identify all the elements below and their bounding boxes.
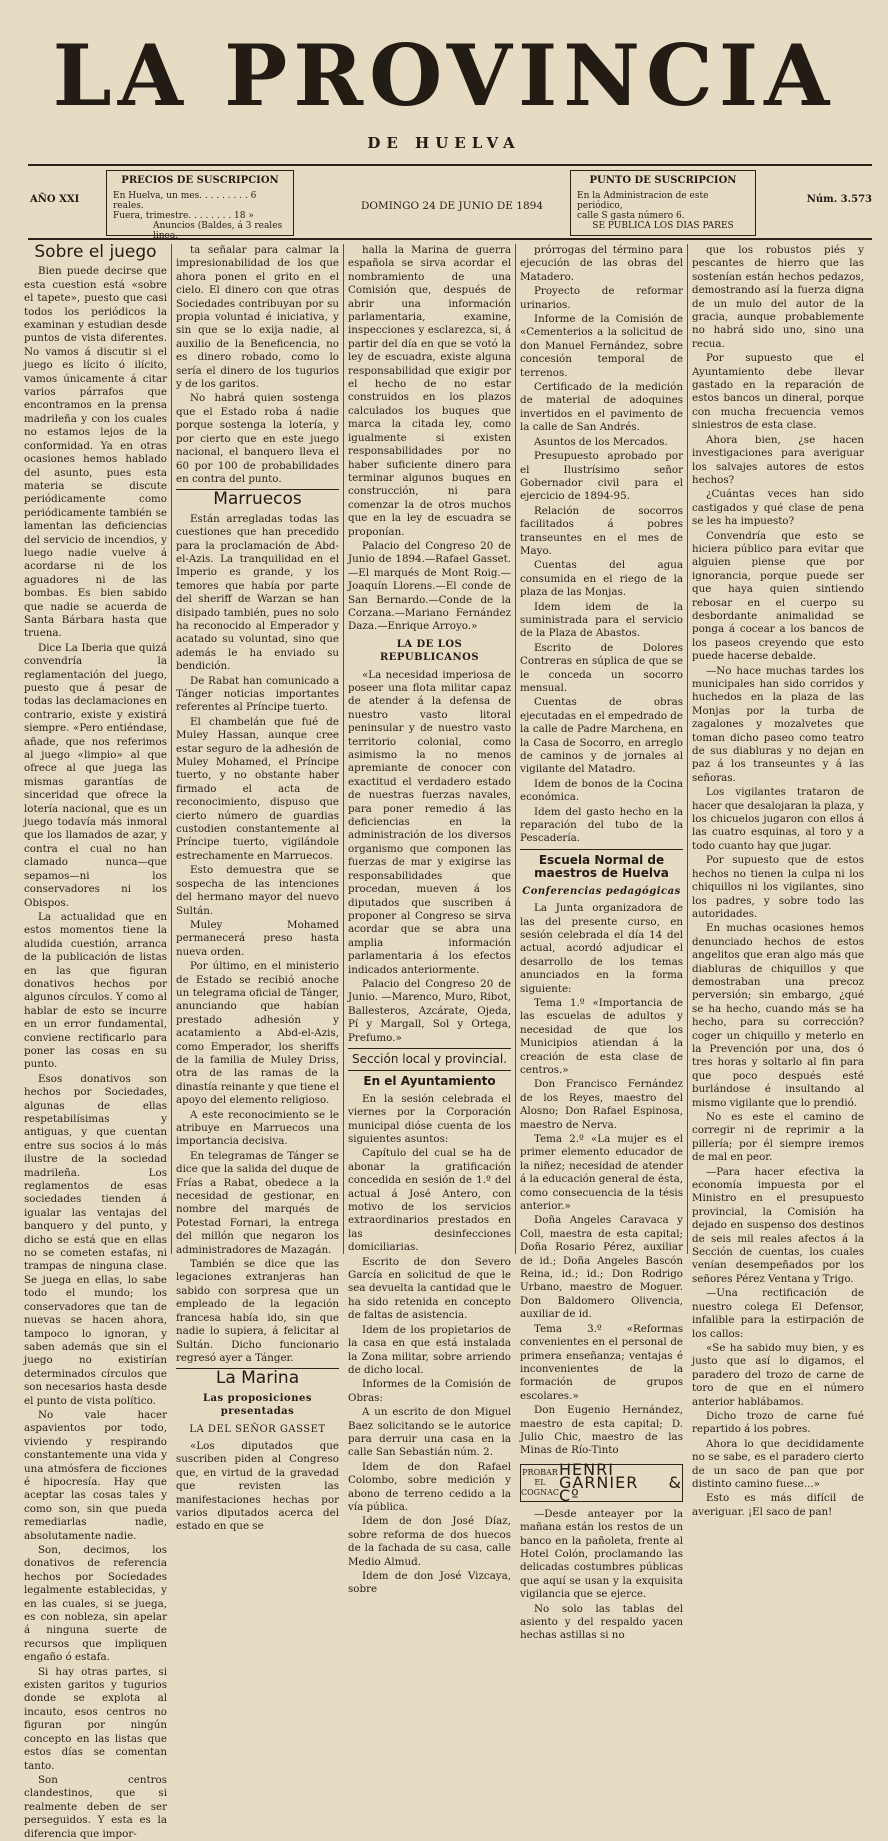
prices-line: En Huelva, un mes. . . . . . . . . 6 reales. bbox=[113, 191, 257, 211]
paragraph: halla la Marina de guerra española se sirva acordar el nombramiento de una Comisión que, después de abrir una información parlamentaria, examine, inspecciones y esclarezca, si, á partir del día en que se votó la ley de escuadra, existe alguna responsabilidad que exigir por el hecho de no estar construidos en los plazos calculados los buques que marca la citada ley, como igualmente si existen responsabilidades por no haber suficiente dinero para terminar algunos buques en construcción, ni para comenzar la de otros muchos que en la ley de escuadra se proponían. bbox=[348, 244, 511, 538]
paragraph: Escrito de Dolores Contreras en súplica de que se le conceda un socorro mensual. bbox=[520, 641, 683, 694]
paragraph: —No hace muchas tardes los municipales han sido corridos y huchedos en la plaza de las Monjas por la turba de zagalones y mozalvetes que toman dicho paseo como teatro de sus diabluras y no dejan en paz á los transeuntes y á las señoras. bbox=[692, 664, 864, 784]
prices-box bbox=[106, 170, 294, 241]
year-label: AÑO XXI bbox=[30, 194, 80, 205]
subheading-republicanos: LA DE LOS REPUBLICANOS bbox=[379, 638, 480, 664]
paragraph: Muley Mohamed permanecerá preso hasta nueva orden. bbox=[176, 918, 339, 958]
paragraph: Informes de la Comisión de Obras: bbox=[348, 1378, 511, 1404]
paragraph: Asuntos de los Mercados. bbox=[534, 435, 668, 448]
paragraph: Idem idem de la suministrada para el servicio de la Plaza de Abastos. bbox=[520, 600, 683, 640]
paragraph: Si hay otras partes, si existen garitos y tugurios donde se explota al incauto, esos centros no figuran por ningún concepto en las listas que estos días se comentan tanto. bbox=[24, 1665, 167, 1772]
separator bbox=[520, 849, 683, 850]
paragraph: En la sesión celebrada el viernes por la Corporación municipal dióse cuenta de los siguientes asuntos: bbox=[348, 1092, 511, 1145]
paragraph: Por supuesto que de estos hechos no tienen la culpa ni los chiquillos ni los vigilantes, sino los padres, y sobre todo las autoridades. bbox=[692, 854, 864, 920]
paragraph: Cuentas del agua consumida en el riego de la plaza de las Monjas. bbox=[520, 559, 683, 599]
ad-probar-label: PROBAR EL COGNAC bbox=[521, 1467, 559, 1497]
paragraph: ¿Cuántas veces han sido castigados y qué clase de pena se les ha impuesto? bbox=[692, 488, 864, 528]
column-3 bbox=[344, 244, 515, 1596]
paragraph: «Se ha sabido muy bien, y es justo que así lo digamos, el paradero del trozo de carne de toro de que en el número anterior hablábamos. bbox=[692, 1341, 864, 1408]
heading-la-marina: La Marina bbox=[215, 1368, 300, 1389]
paragraph: Por supuesto que el Ayuntamiento debe llevar gastado en la reparación de estos bancos un dineral, porque con mucha frecuencia vemos siniestros de esta clase. bbox=[692, 352, 864, 432]
paragraph: «Los diputados que suscriben piden al Congreso que, en virtud de la gravedad que revisten las manifestaciones hechas por varios diputados acerca del estado en que se bbox=[176, 1439, 339, 1533]
paragraph: Esos donativos son hechos por Sociedades, algunas de ellas respetabilísimas y antiguas, y que cuentan entre sus socios á lo más ilustre de la sociedad madrileña. Los reglamentos de esas sociedades tienden á igualar las ventajas del banquero y del punto, y dicho se está que en ellas no se cometen estafas, ni trampas de ninguna clase. Se juega en ellas, lo sabe todo el mundo; los conservadores que tan de nuevas se hacen ahora, tampoco lo ignoran, y saben además que sin el juego no existirían determinados círculos que son necesarios hasta desde el punto de vista político. bbox=[24, 1072, 167, 1407]
info-bar bbox=[28, 170, 872, 241]
paragraph: —Desde anteayer por la mañana están los restos de un banco en la pañoleta, frente al Hotel Colón, proclamando las delicadas costumbres públicas que aquí se usan y la exquisita vigilancia que se ejerce. bbox=[520, 1507, 683, 1601]
separator bbox=[348, 1048, 511, 1049]
paragraph: «La necesidad imperiosa de poseer una flota militar capaz de atender á la defensa de nuestro vasto litoral peninsular y de nuestro vasto territorio colonial, como asimismo la no menos apremiante de conocer con exactitud el verdadero estado de nuestras fuerzas navales, para poner remedio á las deficiencias en la administración de los diversos organismo que componen las fuerzas de mar y exigirse las responsabilidades que procedan, mueven á los diputados que suscriben á proponer al Congreso se sirva acordar que se abra una amplia información parlamentaria á los efectos indicados anteriormente. bbox=[348, 668, 511, 976]
column-5 bbox=[688, 244, 868, 1518]
paragraph: Don Eugenio Hernández, maestro de esta capital; D. Julio Chic, maestro de las Minas de Río-Tinto bbox=[520, 1404, 683, 1457]
paragraph: Esto demuestra que se sospecha de las intenciones del hermano mayor del nuevo Sultán. bbox=[176, 864, 339, 917]
paragraph: Tema 1.º «Importancia de las escuelas de adultos y necesidad de que los Municipios atiendan á la creación de esta clase de centros.» bbox=[520, 996, 683, 1076]
paragraph: Dicho trozo de carne fué repartido á los pobres. bbox=[692, 1409, 864, 1436]
paragraph: Idem de don Rafael Colombo, sobre medición y abono de terreno cedido a la vía pública. bbox=[348, 1460, 511, 1513]
paragraph: La Junta organizadora de las del presente curso, en sesión celebrada el día 14 del actual, acordó adjudicar el desarrollo de los temas anunciados en la forma siguiente: bbox=[520, 902, 683, 995]
heading-seccion-local: Sección local y provincial. bbox=[351, 1051, 508, 1066]
paragraph: El chambelán que fué de Muley Hassan, aunque cree estar seguro de la adhesión de Muley Mohamed, el Príncipe tuerto, y no obstante haber firmado el acta de reconocimiento, dispuso que cierto número de guardias custodien constantemente al Príncipe tuerto, vigilándole estrechamente en Marruecos. bbox=[176, 715, 339, 862]
cognac-advertisement bbox=[520, 1459, 683, 1506]
prices-line: Anuncios (Baldes, á 3 reales linea. bbox=[153, 221, 283, 241]
column-1 bbox=[20, 242, 171, 1840]
paragraph: En telegramas de Tánger se dice que la salida del duque de Frías a Rabat, obedece a la necesidad de gestionar, en nombre del marqués de Potestad Fornari, la entrega del millón que negaron los administradores de Mazagán. bbox=[176, 1149, 339, 1256]
paragraph: Informe de la Comisión de «Cementerios a la solicitud de don Manuel Fernández, sobre concesión temporal de terrenos. bbox=[520, 313, 683, 379]
paragraph: Bien puede decirse que esta cuestion está «sobre el tapete», puesto que casi todos los periódicos la examinan y estudian desde puntos de vista diferentes. No vamos á discutir si el juego es lícito ó ilícito, vamos únicamente á citar varios párrafos que encontramos en la prensa madrileña y con los cuales no estamos lejos de la conformidad. Ya en otras ocasiones hemos hablado del asunto, pues esta materia se discute periódicamente como periódicamente también se lamentan las deficiencias del servicio de incendios, y luego nadie vuelve á acordarse ni de los aguadores ni de las bombas. Es bien sabido que nadie se acuerda de Santa Bárbara hasta que truena. bbox=[24, 265, 167, 640]
heading-marruecos: Marruecos bbox=[213, 489, 302, 510]
paragraph: Convendría que esto se hiciera público para evitar que alguien piense que por ignorancia, porque puede ser que haya quien sintiendo rebosar en el cuerpo su desbordante animalidad se ponga á cocear a los bancos de los paseos creyendo que esto puede hacerse debalde. bbox=[692, 529, 864, 663]
paragraph: Relación de socorros facilitados á pobres transeuntes en el mes de Mayo. bbox=[520, 504, 683, 557]
subscription-point-box bbox=[570, 170, 756, 236]
paragraph: Ahora lo que decididamente no se sabe, es el paradero cierto de un saco de pan que por distinto camino fuese...» bbox=[692, 1437, 864, 1490]
paragraph: Esto es más difícil de averiguar. ¡El saco de pan! bbox=[692, 1492, 864, 1518]
prices-title: PRECIOS DE SUSCRIPCION bbox=[121, 175, 279, 186]
column-4 bbox=[516, 244, 687, 1642]
column-2 bbox=[172, 244, 343, 1533]
paragraph: No es este el camino de corregir ni de reprimir a la pillería; por él siempre iremos de mal en peor. bbox=[692, 1111, 864, 1164]
paragraph: Tema 2.º «La mujer es el primer elemento educador de la niñez; necesidad de atender á la educación general de ésta, como consecuencia de la tésis anterior.» bbox=[520, 1133, 683, 1213]
masthead-subtitle: DE HUELVA bbox=[367, 134, 521, 152]
paragraph: Son, decimos, los donativos de referencia hechos por Sociedades legalmente establecidas, y en las cuales, si se juega, es con nobleza, sin apelar á ninguna suerte de recursos que impliquen engaño ó estafa. bbox=[24, 1544, 167, 1664]
paragraph: También se dice que las legaciones extranjeras han sabido con sorpresa que un empleado de la legación francesa había ido, sin que nadie lo supiera, á felicitar al Sultán. Dicho funcionario regresó ayer a Tánger. bbox=[176, 1258, 339, 1364]
paragraph: Tema 3.º «Reformas convenientes en el personal de primera enseñanza; ventajas é inconvenientes de la formación de grupos escolares.» bbox=[520, 1322, 683, 1402]
paragraph: Dice La Iberia que quizá convendría la reglamentación del juego, puesto que á pesar de todas las declamaciones en contrario, existe y existirá siempre. «Pero entiéndase, añade, que nos referimos al juego «limpio» al que ofrece al que juega las mismas garantías de sinceridad que ofrece la lotería nacional, que es un juego todavía más inmoral que los llamados de azar, y contra el cual no han clamado nunca—que sepamos—ni los conservadores ni los Obispos. bbox=[24, 641, 167, 909]
paragraph: Por último, en el ministerio de Estado se recibió anoche un telegrama oficial de Tánger, anunciando que habían prestado adhesión y acatamiento a Abd-el-Azis, como Emperador, los sheriffs de la familia de Muley Driss, otra de las ramas de la dinastía reinante y que tiene el apoyo del elemento religioso. bbox=[176, 960, 339, 1107]
paragraph: Idem de don José Vizcaya, sobre bbox=[348, 1570, 511, 1596]
heading-ayuntamiento: En el Ayuntamiento bbox=[363, 1074, 496, 1089]
subheading-conferencias: Conferencias pedagógicas bbox=[522, 885, 681, 897]
issue-number: Núm. 3.573 bbox=[806, 194, 872, 205]
masthead-title: LA PROVINCIA bbox=[52, 26, 836, 125]
point-line: SE PUBLICA LOS DIAS PARES bbox=[592, 221, 734, 231]
paragraph: —Para hacer efectiva la economía impuesta por el Ministro en el presupuesto provincial, la Comisión ha dejado en suspenso dos destinos de seis mil reales afectos á la Sección de cuentas, los cuales venían desempeñados por los señores Pérez Ventana y Trigo. bbox=[692, 1165, 864, 1285]
paragraph: De Rabat han comunicado a Tánger noticias importantes referentes al Príncipe tuerto. bbox=[176, 674, 339, 714]
paragraph: Idem de bonos de la Cocina económica. bbox=[520, 777, 683, 804]
info-bottom-rule bbox=[28, 238, 872, 240]
subheading-gasset: LA DEL SEÑOR GASSET bbox=[189, 1423, 326, 1435]
paragraph: Están arregladas todas las cuestiones que han precedido para la proclamación de Abd-el-Azis. La tranquilidad en el Imperio es grande, y los temores que había por parte del sheriff de Warzan se han disipado también, pues no solo ha reconocido al Emperador y acatado su voluntad, sino que además le ha enviado su bendición. bbox=[176, 512, 339, 673]
paragraph: Certificado de la medición de material de adoquines invertidos en el pavimento de la calle de San Andrés. bbox=[520, 381, 683, 434]
paragraph: En muchas ocasiones hemos denunciado hechos de estos angelitos que eran algo más que diabluras de chiquillos y que demostraban una precoz perversión; sin embargo, ¿qué se ha hecho, cuando más se ha hecho, para su corrección? coger un chiquillo y meterlo en la Prevención por una, dos ó tres horas y soltarlo al fin para que poco después esté burlándose é insultando al mismo vigilante que lo prendió. bbox=[692, 922, 864, 1109]
paragraph: Proyecto de reformar urinarios. bbox=[520, 285, 683, 311]
paragraph: Palacio del Congreso 20 de Junio. —Marenco, Muro, Ribot, Ballesteros, Azcárate, Ojeda, Pí y Margall, Sol y Ortega, Prefumo.» bbox=[348, 977, 511, 1044]
paragraph: Capítulo del cual se ha de abonar la gratificación concedida en sesión de 1.º del actual á José Antero, con motivo de los servicios extraordinarios prestados en las desinfecciones domiciliarias. bbox=[348, 1147, 511, 1254]
point-line: En la Administracion de este periódico, bbox=[577, 191, 709, 211]
paragraph: Don Francisco Fernández de los Reyes, maestro del Alosno; Don Rafael Espinosa, maestro de Nerva. bbox=[520, 1078, 683, 1131]
heading-sobre-el-juego: Sobre el juego bbox=[34, 242, 157, 262]
paragraph: A un escrito de don Miguel Baez solicitando se le autorice para derruir una casa en la calle San Sebastián núm. 2. bbox=[348, 1406, 511, 1459]
paragraph: Palacio del Congreso 20 de Junio de 1894.—Rafael Gasset.—El marqués de Mont Roig.—Joaquín Llorens.—El conde de San Bernardo.—Conde de la Corzana.—Mariano Fernández Daza.—Enrique Arroyo.» bbox=[348, 539, 511, 633]
paragraph: que los robustos piés y pescantes de hierro que las sostenían están hechos pedazos, demostrando así la fuerza digna de un mulo del autor de la gracia, aunque probablemente no habrá sido uno, sino una recua. bbox=[692, 244, 864, 350]
paragraph: Idem de don José Díaz, sobre reforma de dos huecos de la fachada de su casa, calle Medio Almud. bbox=[348, 1515, 511, 1568]
paragraph: La actualidad que en estos momentos tiene la aludida cuestión, arranca de la publicación de listas en las que figuran donativos hechos por algunos círculos. Y como al hablar de esto se incurre en un error fundamental, conviene rectificarlo para poner las cosas en su punto. bbox=[24, 910, 167, 1071]
paragraph: Idem del gasto hecho en la reparación del tubo de la Pescadería. bbox=[520, 805, 683, 845]
paragraph: Escrito de don Severo García en solicitud de que le sea devuelta la cantidad que le ha sido retenida en concepto de faltas de asistencia. bbox=[348, 1255, 511, 1322]
paragraph: No habrá quien sostenga que el Estado roba á nadie porque sostenga la lotería, y por cierto que en este juego nacional, el banquero lleva el 60 por 100 de probabilidades en contra del punto. bbox=[176, 392, 339, 485]
point-title: PUNTO DE SUSCRIPCION bbox=[589, 175, 737, 186]
paragraph: Presupuesto aprobado por el Ilustrísimo señor Gobernador civil para el ejercicio de 1894-95. bbox=[520, 450, 683, 503]
paragraph: No vale hacer aspavientos por todo, viviendo y respirando constantemente una vida y una atmósfera de ficciones é hipocresía. Hay que aceptar las cosas tales y como son, sin que pueda remediarlas nadie, absolutamente nadie. bbox=[24, 1408, 167, 1542]
paragraph: ta señalar para calmar la impresionabilidad de los que ahora ponen el grito en el cielo. El dinero con que otras Sociedades contribuyan por su propia voluntad é iniciativa, y sin que se lo exija nadie, al auxilio de la Beneficencia, no es dinero robado, como lo sería el dinero de los tugurios y de los garitos. bbox=[176, 244, 339, 391]
point-line: calle S gasta número 6. bbox=[577, 211, 685, 221]
paragraph: Los vigilantes trataron de hacer que desalojaran la plaza, y los chicuelos jugaron con ellos á las cuatro esquinas, al toro y a todo cuanto hay que jugar. bbox=[692, 786, 864, 852]
prices-line: Fuera, trimestre. . . . . . . . 18 » bbox=[113, 211, 254, 221]
top-rule bbox=[28, 164, 872, 166]
paragraph: Cuentas de obras ejecutadas en el empedrado de la calle de Padre Marchena, en la Casa de Socorro, en arreglo de caminos y de jornales al vigilante del Matadro. bbox=[520, 696, 683, 776]
paragraph: A este reconocimiento se le atribuye en Marruecos una importancia decisiva. bbox=[176, 1108, 339, 1148]
paragraph: Idem de los propietarios de la casa en que está instalada la Zona militar, sobre arriendo de dicho local. bbox=[348, 1323, 511, 1376]
paragraph: Ahora bien, ¿se hacen investigaciones para averiguar los salvajes autores de estos hechos? bbox=[692, 433, 864, 486]
paragraph: Doña Angeles Caravaca y Coll, maestra de esta capital; Doña Rosario Pérez, auxiliar de id.; Doña Angeles Bascón Reina, id.; id.; Don Rodrigo Urbano, maestro de Moguer. Don Baldomero Olivencia, auxiliar de id. bbox=[520, 1214, 683, 1321]
ad-brand: HENRI GARNIER & Cº bbox=[558, 1459, 682, 1506]
paragraph: Son centros clandestinos, que si realmente deben de ser perseguidos. Y esta es la diferencia que impor- bbox=[24, 1773, 167, 1840]
issue-date: DOMINGO 24 DE JUNIO DE 1894 bbox=[360, 200, 544, 212]
paragraph: —Una rectificación de nuestro colega El Defensor, infalible para la estirpación de los callos: bbox=[692, 1287, 864, 1340]
paragraph: No solo las tablas del asiento y del respaldo yacen hechas astillas si no bbox=[520, 1602, 683, 1642]
subheading-proposiciones: Las proposiciones presentadas bbox=[203, 1392, 312, 1418]
paragraph: prórrogas del término para ejecución de las obras del Matadero. bbox=[520, 244, 683, 283]
heading-escuela-normal: Escuela Normal de maestros de Huelva bbox=[534, 852, 669, 881]
separator bbox=[348, 1070, 511, 1071]
